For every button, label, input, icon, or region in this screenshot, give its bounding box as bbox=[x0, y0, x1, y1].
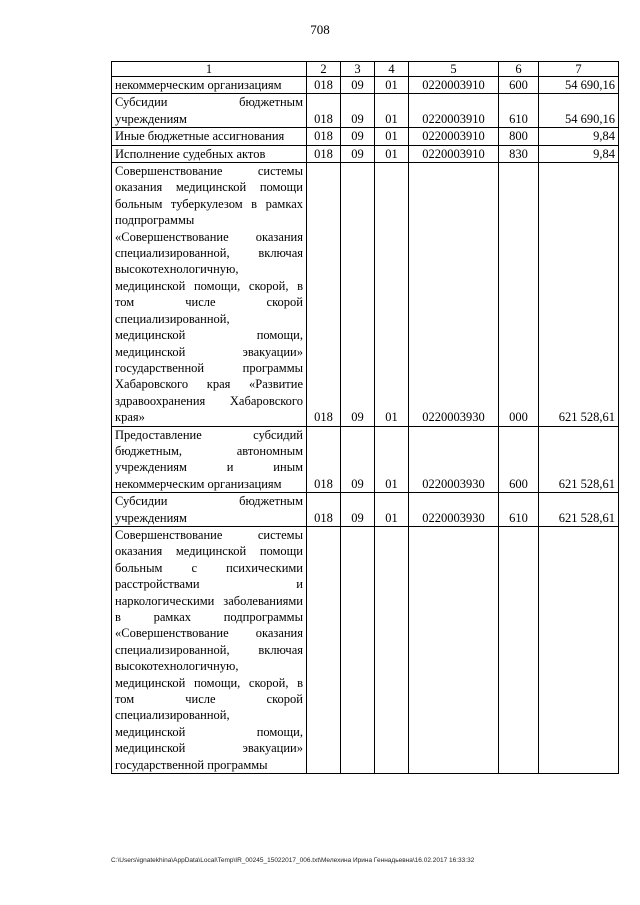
row-ministry-code: 018 bbox=[307, 426, 341, 493]
col-header-1: 1 bbox=[112, 62, 307, 77]
row-name: некоммерческим организациям bbox=[112, 77, 307, 94]
row-ministry-code: 018 bbox=[307, 493, 341, 527]
row-expense-type bbox=[499, 526, 539, 773]
file-path-footer: C:\Users\ignatekhina\AppData\Local\Temp\IR_00245_15022017_006.txt\Мелехина Ирина Геннадьевна\16.02.2017 16:33:32 bbox=[111, 857, 475, 864]
row-ministry-code: 018 bbox=[307, 163, 341, 427]
row-target-code: 0220003930 bbox=[409, 426, 499, 493]
row-section-code: 09 bbox=[341, 128, 375, 145]
table-header-row bbox=[112, 62, 619, 77]
row-amount bbox=[539, 526, 619, 773]
row-target-code: 0220003910 bbox=[409, 77, 499, 94]
budget-table bbox=[111, 61, 619, 774]
row-name: Предоставление субсидий бюджетным, автономным учреждениям и иным некоммерческим организациям bbox=[112, 426, 307, 493]
row-target-code bbox=[409, 526, 499, 773]
row-section-code: 09 bbox=[341, 77, 375, 94]
col-header-3: 3 bbox=[341, 62, 375, 77]
row-amount: 9,84 bbox=[539, 128, 619, 145]
row-expense-type: 610 bbox=[499, 94, 539, 128]
col-header-7: 7 bbox=[539, 62, 619, 77]
row-target-code: 0220003930 bbox=[409, 163, 499, 427]
row-subsection-code: 01 bbox=[375, 77, 409, 94]
row-target-code: 0220003910 bbox=[409, 128, 499, 145]
row-amount: 621 528,61 bbox=[539, 163, 619, 427]
row-name: Субсидии бюджетным учреждениям bbox=[112, 94, 307, 128]
col-header-6: 6 bbox=[499, 62, 539, 77]
row-ministry-code: 018 bbox=[307, 77, 341, 94]
row-amount: 621 528,61 bbox=[539, 426, 619, 493]
row-target-code: 0220003930 bbox=[409, 493, 499, 527]
page-number: 708 bbox=[310, 22, 330, 37]
row-section-code: 09 bbox=[341, 94, 375, 128]
row-target-code: 0220003910 bbox=[409, 145, 499, 162]
row-subsection-code: 01 bbox=[375, 94, 409, 128]
row-ministry-code: 018 bbox=[307, 94, 341, 128]
row-expense-type: 830 bbox=[499, 145, 539, 162]
table-row bbox=[112, 426, 619, 493]
row-expense-type: 600 bbox=[499, 77, 539, 94]
row-name: Совершенствование системы оказания медицинской помощи больным с психическими расстройствами и наркологическими заболеваниями в рамках подпрограммы «Совершенствование оказания специализированной, включая высокотехнологичную, медицинской помощи, скорой, в том числе скорой специализированной, медицинской помощи, медицинской эвакуации» государственной программы bbox=[112, 526, 307, 773]
row-name: Субсидии бюджетным учреждениям bbox=[112, 493, 307, 527]
row-section-code: 09 bbox=[341, 493, 375, 527]
row-name: Совершенствование системы оказания медицинской помощи больным туберкулезом в рамках подпрограммы «Совершенствование оказания специализированной, включая высокотехнологичную, медицинской помощи, скорой, в том числе скорой специализированной, медицинской помощи, медицинской эвакуации» государственной программы Хабаровского края «Развитие здравоохранения Хабаровского края» bbox=[112, 163, 307, 427]
table-row bbox=[112, 493, 619, 527]
col-header-5: 5 bbox=[409, 62, 499, 77]
row-section-code: 09 bbox=[341, 145, 375, 162]
row-target-code: 0220003910 bbox=[409, 94, 499, 128]
table-row bbox=[112, 526, 619, 773]
row-ministry-code bbox=[307, 526, 341, 773]
row-expense-type: 600 bbox=[499, 426, 539, 493]
col-header-2: 2 bbox=[307, 62, 341, 77]
table-row bbox=[112, 128, 619, 145]
row-section-code: 09 bbox=[341, 163, 375, 427]
row-section-code bbox=[341, 526, 375, 773]
row-expense-type: 610 bbox=[499, 493, 539, 527]
row-ministry-code: 018 bbox=[307, 145, 341, 162]
row-expense-type: 000 bbox=[499, 163, 539, 427]
table-row bbox=[112, 163, 619, 427]
row-amount: 9,84 bbox=[539, 145, 619, 162]
row-subsection-code: 01 bbox=[375, 145, 409, 162]
row-section-code: 09 bbox=[341, 426, 375, 493]
row-name: Иные бюджетные ассигнования bbox=[112, 128, 307, 145]
row-ministry-code: 018 bbox=[307, 128, 341, 145]
row-subsection-code: 01 bbox=[375, 163, 409, 427]
row-amount: 54 690,16 bbox=[539, 77, 619, 94]
row-expense-type: 800 bbox=[499, 128, 539, 145]
row-name: Исполнение судебных актов bbox=[112, 145, 307, 162]
row-subsection-code: 01 bbox=[375, 426, 409, 493]
table-row bbox=[112, 94, 619, 128]
row-subsection-code bbox=[375, 526, 409, 773]
table-row bbox=[112, 77, 619, 94]
table-row bbox=[112, 145, 619, 162]
row-amount: 54 690,16 bbox=[539, 94, 619, 128]
row-subsection-code: 01 bbox=[375, 128, 409, 145]
row-subsection-code: 01 bbox=[375, 493, 409, 527]
col-header-4: 4 bbox=[375, 62, 409, 77]
row-amount: 621 528,61 bbox=[539, 493, 619, 527]
